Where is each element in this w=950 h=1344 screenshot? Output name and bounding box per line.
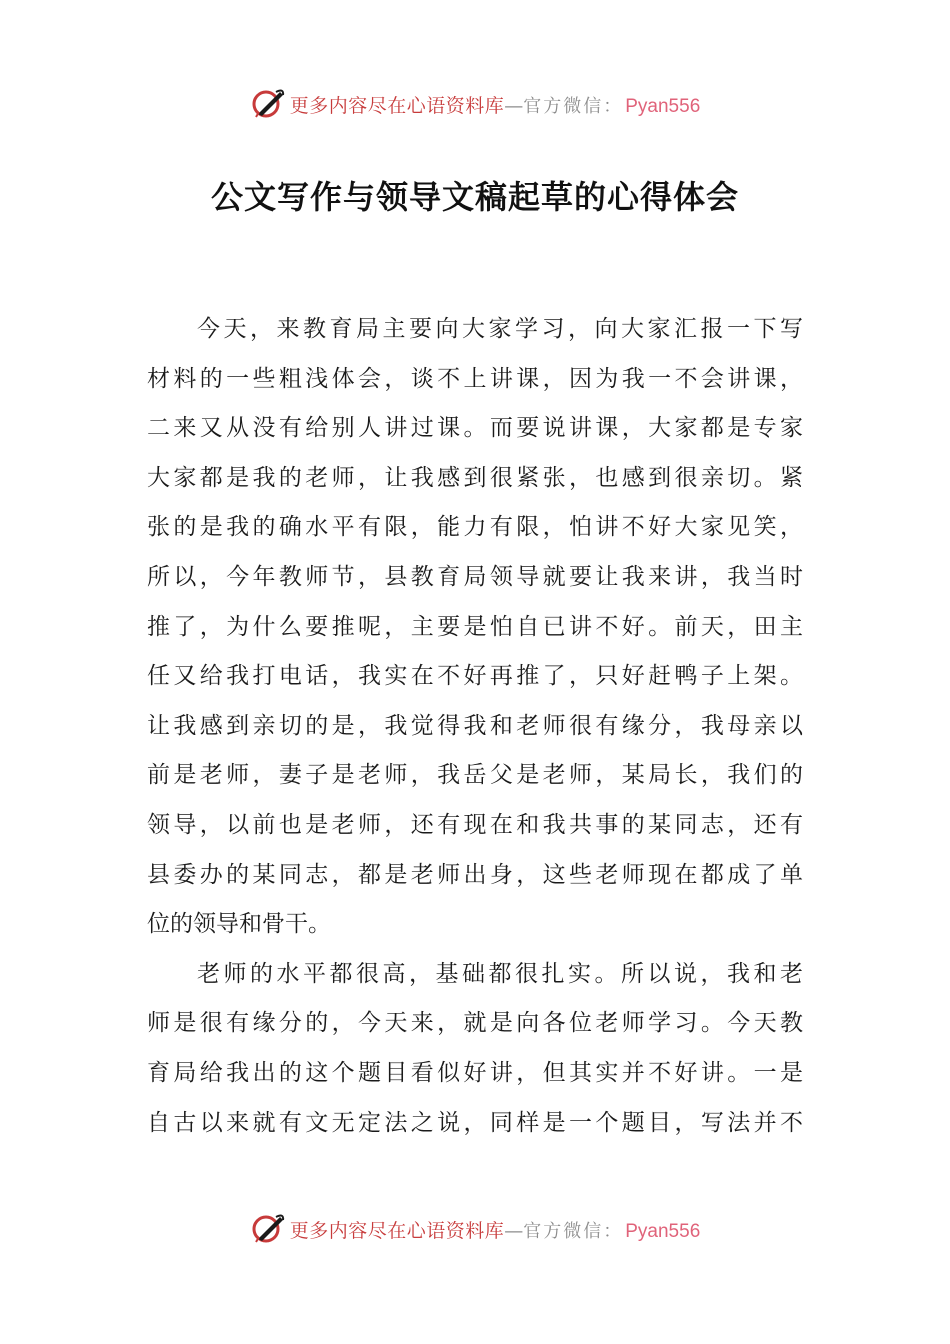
- document-body: [147, 305, 803, 1148]
- paragraph-line: 张的是我的确水平有限，能力有限，怕讲不好大家见笑，: [147, 514, 803, 541]
- footer-banner-dash: —: [504, 1219, 524, 1242]
- header-banner-dash: —: [504, 94, 524, 117]
- paragraph-line: 大家都是我的老师，让我感到很紧张，也感到很亲切。紧: [147, 464, 803, 491]
- header-banner-main: 更多内容尽在心语资料库: [289, 94, 505, 117]
- footer-wechat-label: 官方微信：: [523, 1220, 624, 1242]
- paragraph-line: 今天，来教育局主要向大家学习，向大家汇报一下写: [197, 316, 803, 342]
- quill-logo-icon: [250, 1211, 286, 1247]
- paragraph-line: 老师的水平都很高，基础都很扎实。所以说，我和老: [197, 960, 803, 987]
- document-title: 公文写作与领导文稿起草的心得体会: [210, 178, 739, 216]
- header-banner: [0, 82, 950, 126]
- paragraph-line: 所以，今年教师节，县教育局领导就要让我来讲，我当时: [147, 563, 803, 590]
- header-banner-text: [290, 91, 701, 118]
- footer-banner: [0, 1207, 950, 1251]
- paragraph-line: 师是很有缘分的，今天来，就是向各位老师学习。今天教: [147, 1010, 803, 1037]
- quill-logo-icon: [250, 86, 286, 122]
- paragraph-line: 二来又从没有给别人讲过课。而要说讲课，大家都是专家: [147, 415, 803, 442]
- footer-banner-main: 更多内容尽在心语资料库: [289, 1219, 505, 1242]
- paragraph-line: 位的领导和骨干。: [147, 911, 331, 938]
- paragraph-line: 让我感到亲切的是，我觉得我和老师很有缘分，我母亲以: [147, 712, 803, 739]
- header-wechat-id: Pyan556: [625, 95, 701, 117]
- paragraph-line: 任又给我打电话，我实在不好再推了，只好赶鸭子上架。: [147, 663, 803, 690]
- paragraph-line: 县委办的某同志，都是老师出身，这些老师现在都成了单: [147, 861, 803, 888]
- footer-wechat-id: Pyan556: [625, 1220, 701, 1242]
- paragraph-line: 育局给我出的这个题目看似好讲，但其实并不好讲。一是: [147, 1059, 803, 1086]
- paragraph-line: 领导，以前也是老师，还有现在和我共事的某同志，还有: [147, 811, 803, 838]
- paragraph-line: 前是老师，妻子是老师，我岳父是老师，某局长，我们的: [147, 762, 803, 789]
- header-wechat-label: 官方微信：: [523, 95, 624, 117]
- footer-banner-text: [290, 1216, 701, 1243]
- paragraph-line: 自古以来就有文无定法之说，同样是一个题目，写法并不: [147, 1109, 803, 1136]
- paragraph-line: 材料的一些粗浅体会，谈不上讲课，因为我一不会讲课，: [147, 365, 803, 392]
- paragraph-line: 推了，为什么要推呢，主要是怕自已讲不好。前天，田主: [147, 613, 803, 640]
